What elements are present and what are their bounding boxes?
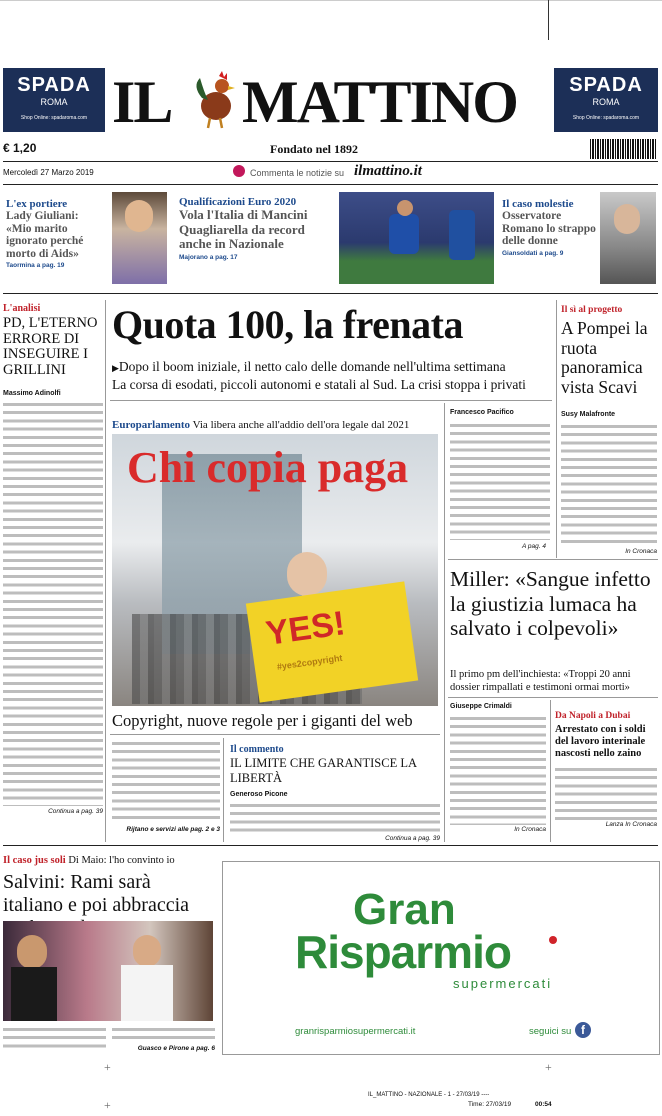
teaser-1[interactable] — [6, 198, 106, 269]
salvini-kicker-rest: Di Maio: l'ho convinto io — [68, 855, 175, 866]
europe-body — [112, 740, 220, 822]
ad-left-brand: SPADA — [17, 74, 91, 96]
ad-right-brand: SPADA — [569, 74, 643, 96]
lead-deck1-text: Dopo il boom iniziale, il netto calo delle domande nell'ultima settimana — [118, 359, 506, 374]
teaser-1-photo — [112, 192, 167, 284]
col-rule — [444, 403, 445, 842]
rule — [448, 559, 658, 560]
crop-mark: + — [545, 1060, 552, 1074]
top-rule — [0, 0, 662, 1]
teaser-2-headline: Vola l'Italia di Mancini Quagliarella da record anche in Nazionale — [179, 207, 308, 251]
col-rule — [556, 300, 557, 558]
analysis[interactable] — [3, 303, 103, 815]
ad-right-city: ROMA — [592, 97, 620, 107]
footer-time-label: Time: 27/03/19 — [468, 1101, 512, 1108]
price: € 1,20 — [3, 141, 37, 155]
dubai-ref: Lanza In Cronaca — [605, 821, 657, 828]
pompei-body — [561, 423, 657, 548]
europe-photo — [112, 434, 438, 706]
comment-prefix: Commenta le notizie su — [250, 168, 345, 178]
masthead-title[interactable] — [112, 66, 548, 136]
rule — [3, 184, 658, 185]
miller-deck: Il primo pm dell'inchiesta: «Troppi 20 anni dossier rimpallati e testimoni ormai morti» — [450, 669, 631, 693]
teaser-3-kicker: Il caso molestie — [502, 198, 574, 210]
rule — [448, 697, 658, 698]
teaser-2-ref: Majorano a pag. 17 — [179, 253, 238, 261]
analysis-author: Massimo Adinolfi — [3, 390, 61, 397]
person-face-2 — [133, 935, 161, 967]
lead-headline[interactable]: Quota 100, la frenata — [112, 302, 463, 347]
teaser-3-ref: Giansoldati a pag. 9 — [502, 249, 564, 257]
ad-follow: seguici su — [529, 1026, 572, 1037]
europe-headline[interactable]: Copyright, nuove regole per i giganti del web — [112, 711, 413, 730]
facebook-icon[interactable]: f — [575, 1022, 591, 1038]
portrait-face — [614, 204, 640, 234]
dubai-body — [555, 766, 657, 821]
miller-continue: In Cronaca — [514, 826, 546, 833]
ad-dot — [549, 936, 557, 944]
barcode — [590, 139, 656, 159]
dubai[interactable] — [555, 711, 657, 828]
salvini-kicker: Il caso jus soli — [3, 855, 66, 866]
comment-continue: Continua a pag. 39 — [385, 835, 440, 842]
rule — [110, 734, 440, 735]
lead-deck2: La corsa di esodati, piccoli autonomi e statali al Sud. La crisi stoppa i privati — [112, 377, 526, 392]
pompei[interactable] — [561, 305, 657, 555]
miller-body — [450, 715, 546, 825]
teaser-3[interactable] — [502, 198, 600, 257]
pompei-kicker: Il sì al progetto — [561, 305, 623, 315]
rule — [110, 400, 552, 401]
lead-author: Francesco Pacifico — [450, 409, 514, 416]
ad-left[interactable] — [3, 68, 105, 132]
analysis-headline: PD, L'ETERNO ERRORE DI INSEGUIRE I GRILLINI — [3, 315, 98, 378]
ad-line1: Gran — [353, 885, 456, 934]
comment-icon — [233, 165, 245, 177]
comment-kicker: Il commento — [230, 744, 284, 755]
pompei-continue: In Cronaca — [625, 548, 657, 555]
ad-url[interactable]: granrisparmiosupermercati.it — [295, 1026, 416, 1037]
europe-line-text: Via libera anche all'addio dell'ora legale dal 2021 — [192, 419, 410, 431]
person-body-2 — [121, 965, 173, 1021]
lead-deck1: ▶Dopo il boom iniziale, il netto calo delle domande nell'ultima settimana — [112, 359, 506, 374]
person-face — [17, 935, 47, 969]
analysis-kicker: L'analisi — [3, 303, 41, 314]
salvini-headline[interactable]: Salvini: Rami sarà italiano e poi abbraccia — [3, 871, 190, 916]
ad-right[interactable] — [554, 68, 658, 132]
ad-line2: Risparmio — [295, 926, 511, 978]
woman-face — [287, 552, 327, 596]
rule — [3, 161, 658, 162]
teaser-3-photo — [600, 192, 656, 284]
dubai-headline: Arrestato con i soldi del lavoro interinale nascosti nello zaino — [555, 724, 646, 759]
dubai-kicker: Da Napoli a Dubai — [555, 711, 631, 721]
teaser-1-ref: Taormina a pag. 19 — [6, 262, 65, 269]
ad-sub: supermercati — [453, 976, 553, 991]
ad-right-line: Shop Online: spadaroma.com — [572, 115, 640, 121]
analysis-body — [3, 401, 103, 806]
footer-time: 00:54 — [535, 1101, 552, 1108]
pompei-headline: A Pompei la ruota panoramica vista Scavi — [561, 318, 648, 397]
lead-body — [450, 422, 550, 540]
founded: Fondato nel 1892 — [270, 142, 359, 156]
yes-sign — [246, 581, 418, 702]
rule — [3, 293, 658, 294]
col-rule — [550, 700, 551, 842]
teaser-1-headline: Lady Giuliani: «Mio marito ignorato perché morto di Aids» — [6, 210, 84, 260]
masthead-title-mattino: MATTINO — [242, 69, 517, 135]
photo-title: Chi copia paga — [127, 443, 409, 492]
comment[interactable] — [230, 744, 440, 842]
teaser-2-photo — [339, 192, 494, 284]
teaser-2[interactable] — [179, 196, 339, 261]
col-rule — [105, 300, 106, 842]
teaser-3-headline: Osservatore Romano lo strappo delle donne — [502, 210, 596, 247]
pompei-author: Susy Malafronte — [561, 411, 616, 418]
europe-ref: Rijtano e servizi alle pag. 2 e 3 — [126, 826, 220, 833]
teaser-1-kicker: L'ex portiere — [6, 198, 68, 210]
salvini-body — [112, 1026, 215, 1043]
miller-author: Giuseppe Crimaldi — [450, 703, 512, 710]
salvini-ref: Guasco e Pirone a pag. 6 — [137, 1045, 215, 1052]
col-rule — [223, 738, 224, 842]
player-shirt — [389, 214, 419, 254]
teaser-2-kicker: Qualificazioni Euro 2020 — [179, 196, 297, 208]
footer-line: IL_MATTINO - NAZIONALE - 1 - 27/03/19 ---- — [368, 1092, 490, 1098]
europe-line — [112, 419, 409, 431]
date: Mercoledì 27 Marzo 2019 — [3, 168, 94, 177]
person-body — [11, 967, 57, 1021]
crop-mark: + — [104, 1060, 111, 1074]
ad-gran-risparmio[interactable] — [222, 861, 660, 1055]
ad-left-line: Shop Online: spadaroma.com — [20, 115, 88, 121]
comment-body — [230, 802, 440, 835]
price-fineprint — [44, 141, 134, 157]
salvini-kicker-line — [3, 855, 175, 866]
masthead-title-il: IL — [112, 69, 172, 135]
yes-sign-text: YES! — [263, 604, 348, 653]
salvini-caption — [3, 1026, 106, 1052]
crop-mark: + — [104, 1098, 111, 1112]
player-2 — [449, 210, 475, 260]
europe-kicker: Europarlamento — [112, 419, 191, 431]
rule — [3, 845, 658, 846]
portrait-face — [125, 200, 153, 232]
ad-left-city: ROMA — [40, 97, 68, 107]
analysis-continue: Continua a pag. 39 — [48, 808, 103, 815]
yes-sign-hashtag: #yes2copyright — [276, 652, 344, 672]
comment-site[interactable]: ilmattino.it — [354, 163, 422, 179]
rooster-icon — [192, 70, 240, 135]
comment-author: Generoso Picone — [230, 791, 288, 798]
comment-headline: IL LIMITE CHE GARANTISCE LA LIBERTÀ — [230, 756, 417, 785]
miller-headline[interactable]: Miller: «Sangue infetto la giustizia lumaca ha salvato i colpevoli» — [450, 567, 651, 640]
salvini-photo — [3, 921, 213, 1021]
crop-mark — [548, 0, 549, 40]
lead-page: A pag. 4 — [522, 543, 546, 550]
player-head — [397, 200, 413, 216]
